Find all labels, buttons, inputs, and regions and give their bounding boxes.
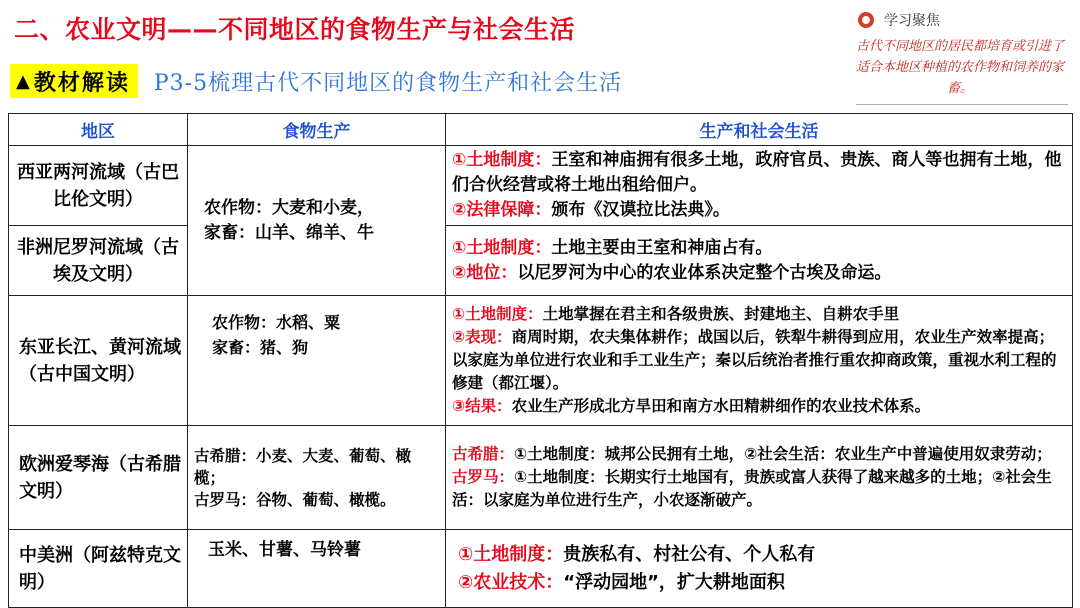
life-text: 农业生产形成北方旱田和南方水田精耕细作的农业技术体系。 (511, 397, 931, 415)
textbook-tag (10, 64, 138, 98)
food-cell (188, 146, 446, 296)
life-key: 古希腊： (452, 445, 515, 463)
food-line: 农作物：大麦和小麦， (204, 197, 374, 218)
life-key: ③结果： (452, 397, 512, 415)
food-cell (188, 530, 446, 608)
comparison-table (8, 113, 1073, 608)
header-region: 地区 (9, 114, 188, 146)
region-cell: 欧洲爱琴海（古希腊文明） (9, 426, 188, 530)
divider (856, 104, 1068, 105)
life-text: “浮动园地”，扩大耕地面积 (563, 571, 785, 593)
header-food: 食物生产 (188, 114, 446, 146)
food-line: 玉米、甘薯、马铃薯 (208, 540, 361, 560)
header-life: 生产和社会生活 (446, 114, 1073, 146)
life-key: ②法律保障： (452, 200, 552, 220)
subheader (10, 64, 622, 98)
life-key: 古罗马： (452, 468, 515, 486)
life-cell (446, 296, 1073, 426)
focus-icon (858, 12, 874, 28)
life-key: ①土地制度： (452, 150, 552, 170)
life-key: ①土地制度： (452, 237, 552, 258)
tag-label: 教材解读 (33, 69, 130, 96)
table-row (9, 296, 1073, 426)
focus-title: 学习聚焦 (884, 13, 940, 29)
life-cell (446, 530, 1073, 608)
life-key: ①土地制度： (458, 543, 564, 565)
table-row (9, 426, 1073, 530)
life-text: 王室和神庙拥有很多土地，政府官员、贵族、商人等也拥有土地，他们合伙经营或将土地出租给佃户。 (452, 150, 1062, 195)
life-text: 以尼罗河为中心的农业体系决定整个古埃及命运。 (517, 262, 892, 283)
life-key: ①土地制度： (452, 305, 543, 323)
life-key: ②表现： (452, 328, 512, 346)
table-row (9, 146, 1073, 226)
table-row (9, 530, 1073, 608)
food-line: 家畜：猪、狗 (212, 338, 309, 357)
life-cell (446, 146, 1073, 226)
life-text: ①土地制度：长期实行土地国有，贵族或富人获得了越来越多的土地；②社会生活：以家庭为单位进行生产，小农逐渐破产。 (452, 468, 1052, 509)
region-cell: 非洲尼罗河流域（古埃及文明） (9, 226, 188, 296)
food-line: 古希腊：小麦、大麦、葡萄、橄榄； (194, 446, 412, 487)
life-text: 贵族私有、村社公有、个人私有 (563, 543, 816, 565)
food-line: 古罗马：谷物、葡萄、橄榄。 (194, 490, 396, 509)
food-line: 家畜：山羊、绵羊、牛 (204, 222, 374, 243)
life-text: 土地掌握在君主和各级贵族、封建地主、自耕农手里 (542, 305, 900, 323)
region-cell: 东亚长江、黄河流域（古中国文明） (9, 296, 188, 426)
focus-text: 古代不同地区的居民都培育或引进了适合本地区种植的农作物和饲养的家畜。 (856, 39, 1065, 96)
life-text: 颁布《汉谟拉比法典》。 (551, 200, 730, 220)
learning-focus-box (848, 0, 1080, 108)
subtitle: P3-5梳理古代不同地区的食物生产和社会生活 (153, 70, 623, 96)
region-cell: 中美洲（阿兹特克文明） (9, 530, 188, 608)
life-text: ①土地制度：城邦公民拥有土地，②社会生活：农业生产中普遍使用奴隶劳动； (514, 445, 1052, 463)
triangle-icon: ▲ (16, 70, 32, 92)
food-cell (188, 426, 446, 530)
focus-header (858, 10, 940, 30)
life-text: 土地主要由王室和神庙占有。 (551, 237, 773, 258)
life-cell (446, 426, 1073, 530)
table-header-row (9, 114, 1073, 146)
life-cell (446, 226, 1073, 296)
life-key: ②农业技术： (458, 571, 564, 593)
region-cell: 西亚两河流域（古巴比伦文明） (9, 146, 188, 226)
life-text: 商周时期，农夫集体耕作；战国以后，铁犁牛耕得到应用，农业生产效率提高；以家庭为单位进行农业和手工业生产；秦以后统治者推行重农抑商政策，重视水利工程的修建（都江堰）。 (452, 328, 1057, 392)
life-key: ②地位： (452, 262, 518, 283)
food-cell (188, 296, 446, 426)
table-row (9, 226, 1073, 296)
page-title: 二、农业文明——不同地区的食物生产与社会生活 (14, 15, 576, 44)
food-line: 农作物：水稻、粟 (212, 313, 341, 332)
